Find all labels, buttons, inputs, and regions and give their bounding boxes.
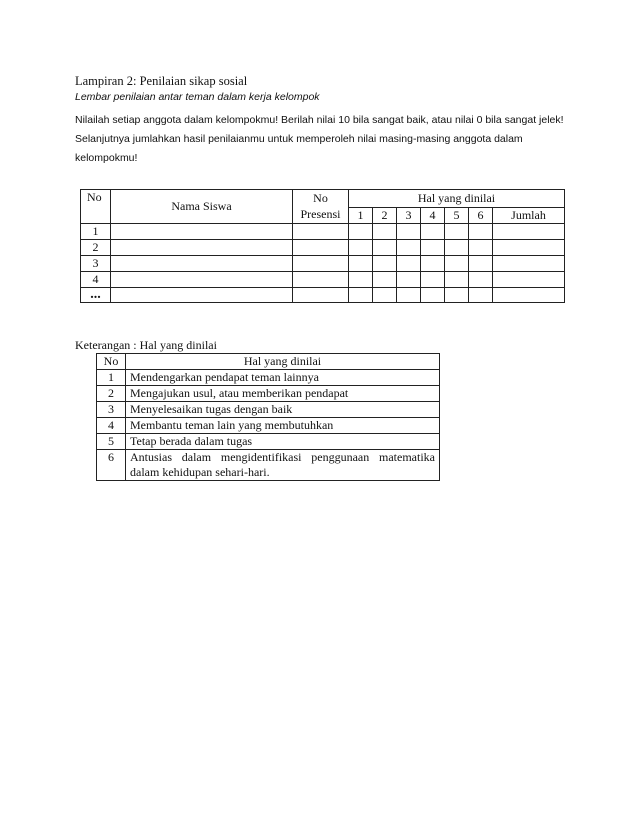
criteria-number: 4 — [97, 418, 126, 434]
total-cell[interactable] — [493, 272, 565, 288]
criteria-table — [96, 353, 440, 481]
header-presensi-line2: Presensi — [300, 207, 341, 221]
score-cell[interactable] — [421, 256, 445, 272]
criteria-number: 2 — [97, 386, 126, 402]
table-row — [81, 256, 565, 272]
score-cell[interactable] — [349, 272, 373, 288]
header-nama-siswa: Nama Siswa — [111, 190, 293, 224]
score-cell[interactable] — [469, 288, 493, 303]
header-jumlah: Jumlah — [493, 208, 565, 224]
score-cell[interactable] — [349, 224, 373, 240]
name-cell[interactable] — [111, 240, 293, 256]
presensi-cell[interactable] — [293, 240, 349, 256]
criteria-number: 1 — [97, 370, 126, 386]
assessment-table — [80, 189, 565, 303]
header-presensi-line1: No — [313, 191, 328, 205]
presensi-cell[interactable] — [293, 288, 349, 303]
header-criterion: 1 — [349, 208, 373, 224]
score-cell[interactable] — [373, 224, 397, 240]
name-cell[interactable] — [111, 256, 293, 272]
row-ellipsis: ... — [81, 288, 111, 303]
table-row — [81, 288, 565, 303]
header-hal-yang-dinilai: Hal yang dinilai — [349, 190, 565, 208]
header-criterion: 4 — [421, 208, 445, 224]
score-cell[interactable] — [469, 256, 493, 272]
criteria-text: Mendengarkan pendapat teman lainnya — [126, 370, 440, 386]
criteria-header-no: No — [97, 354, 126, 370]
header-criterion: 2 — [373, 208, 397, 224]
page-title: Lampiran 2: Penilaian sikap sosial — [75, 74, 248, 88]
score-cell[interactable] — [349, 256, 373, 272]
score-cell[interactable] — [349, 288, 373, 303]
criteria-row — [97, 370, 440, 386]
instruction-text: Nilailah setiap anggota dalam kelompokmu! Berilah nilai 10 bila sangat baik, atau nilai 0 bila sangat jelek! Selanjutnya jumlahkan hasil penilaianmu untuk memperoleh nilai masing-masing anggota dalam kelompokmu! — [75, 114, 564, 164]
score-cell[interactable] — [397, 224, 421, 240]
criteria-row — [97, 434, 440, 450]
header-no-presensi — [293, 190, 349, 224]
criteria-number: 3 — [97, 402, 126, 418]
criteria-text: Tetap berada dalam tugas — [126, 434, 440, 450]
total-cell[interactable] — [493, 224, 565, 240]
name-cell[interactable] — [111, 224, 293, 240]
row-number: 4 — [81, 272, 111, 288]
table-row — [81, 272, 565, 288]
score-cell[interactable] — [373, 240, 397, 256]
presensi-cell[interactable] — [293, 256, 349, 272]
header-no: No — [81, 190, 111, 224]
total-cell[interactable] — [493, 288, 565, 303]
criteria-number: 5 — [97, 434, 126, 450]
name-cell[interactable] — [111, 288, 293, 303]
score-cell[interactable] — [469, 240, 493, 256]
criteria-header-desc: Hal yang dinilai — [126, 354, 440, 370]
criteria-row — [97, 450, 440, 481]
score-cell[interactable] — [421, 272, 445, 288]
header-criterion: 6 — [469, 208, 493, 224]
score-cell[interactable] — [445, 224, 469, 240]
score-cell[interactable] — [445, 240, 469, 256]
keterangan-label: Keterangan : Hal yang dinilai — [75, 338, 217, 352]
total-cell[interactable] — [493, 240, 565, 256]
score-cell[interactable] — [469, 224, 493, 240]
score-cell[interactable] — [421, 288, 445, 303]
header-criterion: 5 — [445, 208, 469, 224]
score-cell[interactable] — [421, 240, 445, 256]
header-criterion: 3 — [397, 208, 421, 224]
criteria-text: Mengajukan usul, atau memberikan pendapat — [126, 386, 440, 402]
criteria-text: Antusias dalam mengidentifikasi penggunaan matematika dalam kehidupan sehari-hari. — [126, 450, 440, 481]
score-cell[interactable] — [397, 288, 421, 303]
criteria-text: Membantu teman lain yang membutuhkan — [126, 418, 440, 434]
name-cell[interactable] — [111, 272, 293, 288]
score-cell[interactable] — [373, 272, 397, 288]
row-number: 3 — [81, 256, 111, 272]
presensi-cell[interactable] — [293, 272, 349, 288]
score-cell[interactable] — [397, 256, 421, 272]
presensi-cell[interactable] — [293, 224, 349, 240]
table-row — [81, 240, 565, 256]
score-cell[interactable] — [421, 224, 445, 240]
score-cell[interactable] — [397, 272, 421, 288]
score-cell[interactable] — [469, 272, 493, 288]
score-cell[interactable] — [397, 240, 421, 256]
criteria-row — [97, 402, 440, 418]
row-number: 2 — [81, 240, 111, 256]
score-cell[interactable] — [373, 256, 397, 272]
score-cell[interactable] — [445, 272, 469, 288]
criteria-text: Menyelesaikan tugas dengan baik — [126, 402, 440, 418]
score-cell[interactable] — [445, 288, 469, 303]
criteria-row — [97, 386, 440, 402]
page-subtitle: Lembar penilaian antar teman dalam kerja kelompok — [75, 91, 320, 103]
criteria-number: 6 — [97, 450, 126, 481]
total-cell[interactable] — [493, 256, 565, 272]
criteria-row — [97, 418, 440, 434]
table-row — [81, 224, 565, 240]
row-number: 1 — [81, 224, 111, 240]
score-cell[interactable] — [373, 288, 397, 303]
score-cell[interactable] — [349, 240, 373, 256]
score-cell[interactable] — [445, 256, 469, 272]
